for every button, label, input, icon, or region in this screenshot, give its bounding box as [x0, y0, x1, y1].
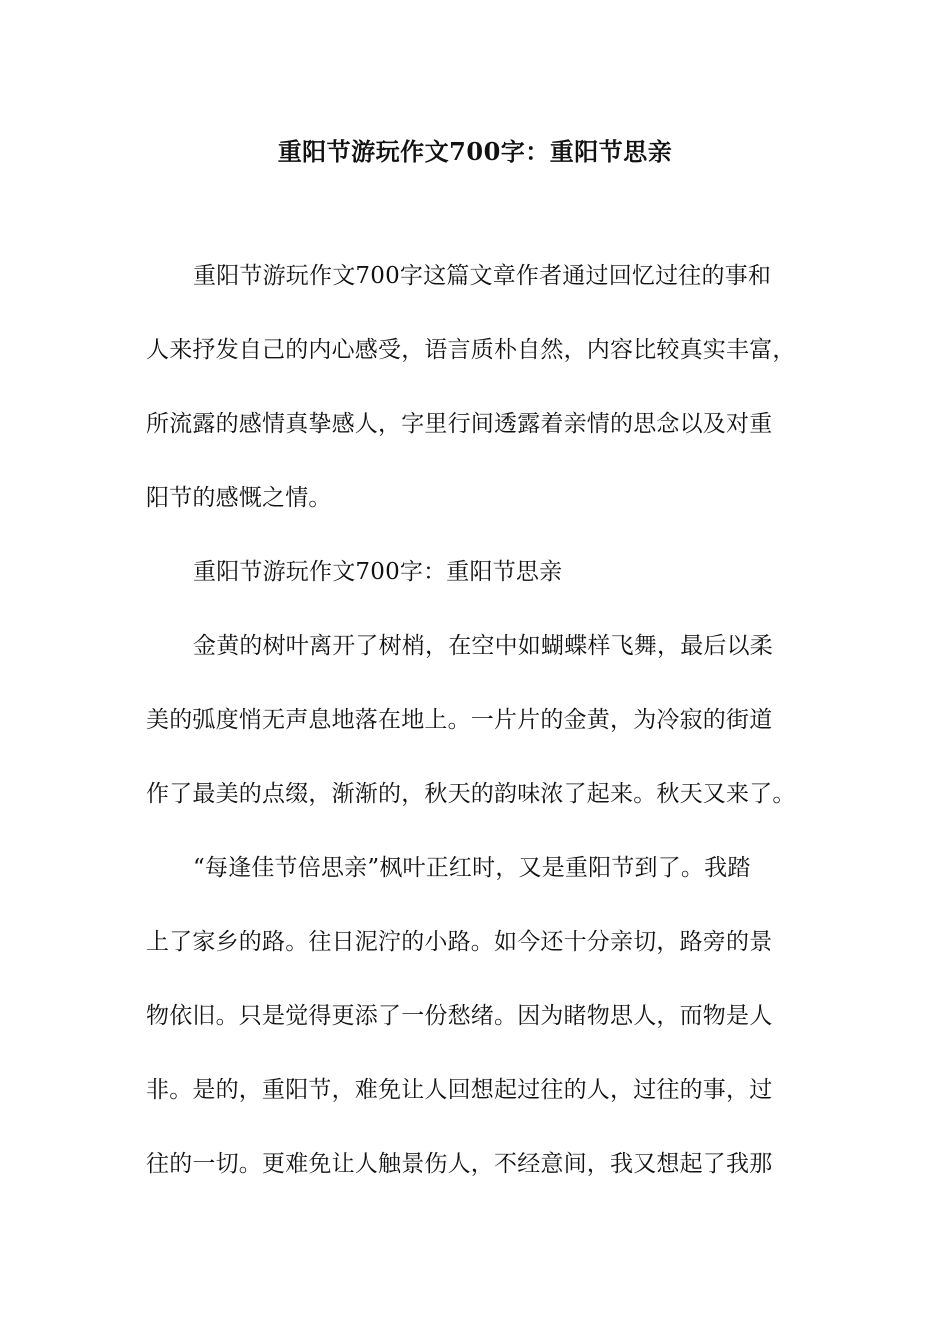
paragraph-line: 物依旧。只是觉得更添了一份愁绪。因为睹物思人，而物是人	[146, 1003, 773, 1029]
paragraph-line: 上了家乡的路。往日泥泞的小路。如今还十分亲切，路旁的景	[146, 929, 773, 955]
document-title: 重阳节游玩作文700字：重阳节思亲	[277, 137, 673, 166]
paragraph-line: 重阳节游玩作文700字：重阳节思亲	[193, 559, 563, 585]
paragraph-line: 往的一切。更难免让人触景伤人，不经意间，我又想起了我那	[146, 1151, 773, 1177]
paragraph-line: “每逢佳节倍思亲”枫叶正红时，又是重阳节到了。我踏	[193, 855, 751, 881]
document-body	[146, 258, 806, 1216]
paragraph-line: 阳节的感慨之情。	[146, 485, 332, 511]
paragraph-line: 作了最美的点缀，渐渐的，秋天的韵味浓了起来。秋天又来了。	[146, 781, 796, 807]
paragraph-line: 重阳节游玩作文700字这篇文章作者通过回忆过往的事和	[193, 263, 772, 289]
paragraph-line: 美的弧度悄无声息地落在地上。一片片的金黄，为冷寂的街道	[146, 707, 773, 733]
paragraph-line: 金黄的树叶离开了树梢，在空中如蝴蝶样飞舞，最后以柔	[193, 633, 773, 659]
paragraph-line: 人来抒发自己的内心感受，语言质朴自然，内容比较真实丰富，	[146, 337, 796, 363]
paragraph-line: 非。是的，重阳节，难免让人回想起过往的人，过往的事，过	[146, 1077, 773, 1103]
paragraph-line: 所流露的感情真挚感人，字里行间透露着亲情的思念以及对重	[146, 411, 773, 437]
